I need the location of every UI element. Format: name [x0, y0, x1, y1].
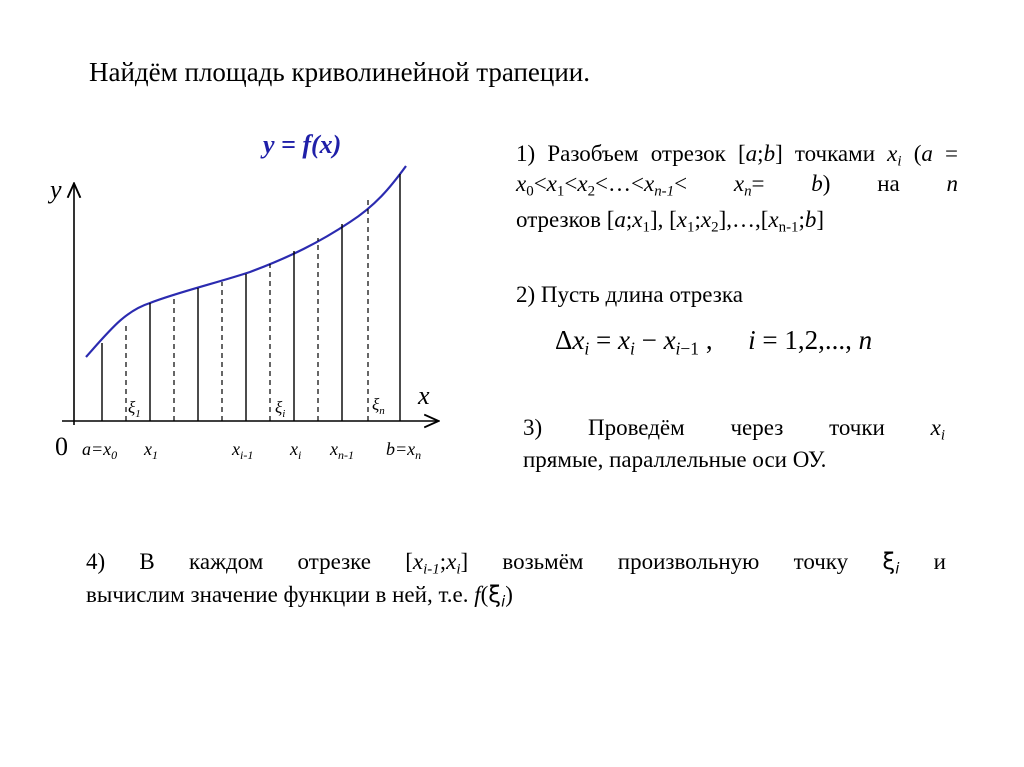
xi-1-label: $\xi_1$ [128, 398, 141, 420]
xi-i-label: $\xi_i$ [275, 398, 286, 420]
step-3-text: 3) Проведём через точки $x_i$ [523, 415, 945, 444]
partition-lines [102, 174, 400, 421]
x-label-b: $b=x_n$ [386, 439, 422, 462]
step-1-text: 1) Разобъем отрезок [a;b] точками $x_i$ $(a = x_0<x_1<x_2<\dots<x_{n-1}< x_n= b)$ на n [516, 141, 958, 200]
x-label-x1: $x_1$ [144, 439, 158, 462]
x-label-xi-1: $x_{i-1}$ [232, 439, 254, 462]
step-1-text-cont: отрезков $[a;x_1]$, $[x_1;x_2],\dots,[x_{n-1};b]$ [516, 207, 825, 236]
curvilinear-trapezoid-graph [40, 160, 460, 480]
y-axis-label: y [50, 175, 62, 204]
function-label: y = f(x) [263, 130, 342, 159]
step-2-formula: $\Delta x_i = x_i - x_{i-1}$ , i = 1,2,..., n [555, 325, 873, 359]
slide-title: Найдём площадь криволинейной трапеции. [89, 57, 591, 87]
x-axis-label: x [418, 381, 430, 410]
x-label-xn-1: $x_{n-1}$ [330, 439, 354, 462]
x-label-xi: $x_i$ [290, 439, 302, 462]
origin-label: 0 [55, 432, 68, 461]
step-2-text: 2) Пусть длина отрезка [516, 282, 743, 307]
step-4-text-cont: вычислим значение функции в ней, т.е. $f(\xi_i)$ [86, 582, 513, 611]
step-4-text: 4) В каждом отрезке $[x_{i-1};x_i]$ возьмём произвольную точку $\xi_i$ и [86, 549, 946, 578]
step-3-text-cont: прямые, параллельные оси ОУ. [523, 447, 827, 472]
xi-n-label: $\xi_n$ [372, 395, 385, 417]
x-label-a: $a=x_0$ [82, 439, 118, 462]
